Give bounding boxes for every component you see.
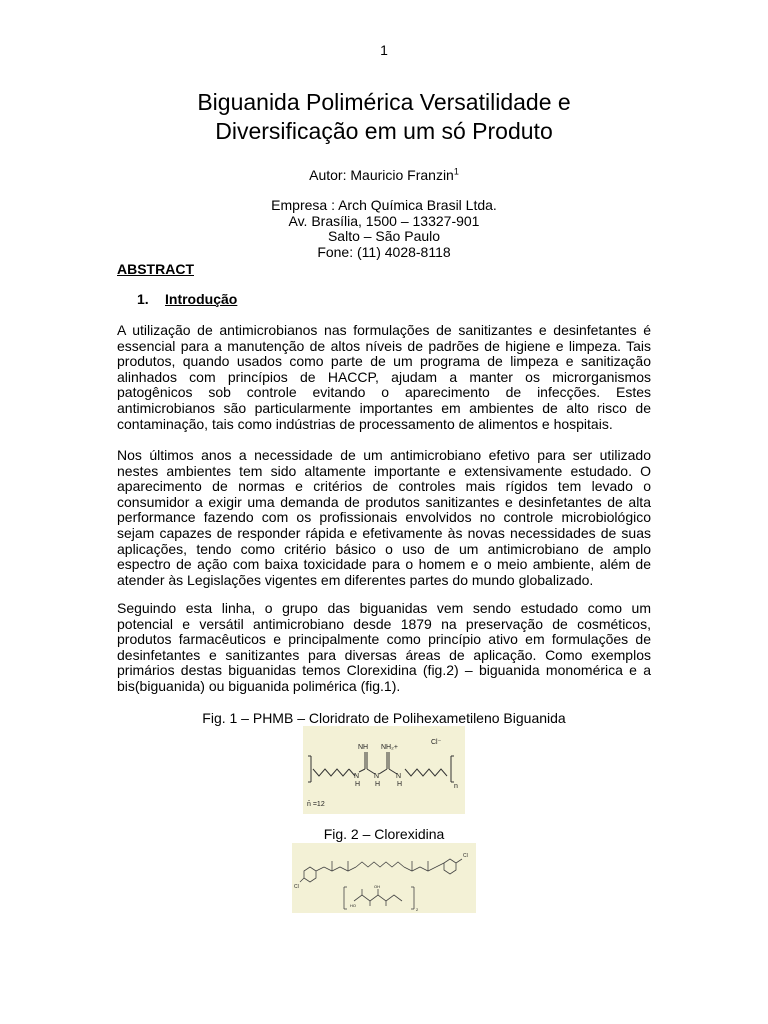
label-h-right: H (397, 781, 403, 788)
company-address: Av. Brasília, 1500 – 13327-901 (288, 212, 480, 229)
company-block (0, 198, 768, 260)
paragraph-line: bis(biguanida) ou biguanida polimérica (fig.1). (117, 677, 401, 694)
paragraph-line: patogênicos sob controle evitando o aparecimento de infecções. Estes (117, 384, 651, 401)
paper-title (117, 88, 651, 146)
author-label: Autor: Mauricio Franzin (309, 167, 454, 183)
paragraph-line: nestes ambientes tem sido altamente importante e extensivamente estudado. O (117, 462, 651, 479)
company-city: Salto – São Paulo (327, 228, 441, 245)
label-oh: OH (374, 884, 380, 889)
label-h-left: H (355, 781, 361, 788)
paragraph-line: antimicrobianos são particularmente importantes em ambientes de alto risco de (117, 399, 651, 416)
title-line-2: Diversificação em um só Produto (215, 118, 553, 144)
paragraph-line: produtos, quando usados como parte de um programa de limpeza e sanitização (117, 353, 651, 370)
chlorhexidine-structure-drawing (292, 843, 476, 913)
paragraph-line: desinfetantes e sanitizantes para diversas áreas de aplicação. Como exemplos (117, 646, 651, 663)
figure-2-chlorhexidine-structure (292, 843, 476, 913)
label-repeat-n: n (454, 783, 458, 790)
paragraph-line: potencial e versátil antimicrobiano desde 1879 na preservação de cosméticos, (117, 615, 651, 632)
company-phone: Fone: (11) 4028-8118 (317, 243, 451, 260)
page-number: 1 (380, 42, 388, 58)
paragraph-line: produtos farmacêuticos e principalmente como princípio ativo em formulações de (117, 631, 651, 648)
label-nh2: NH₂+ (381, 744, 398, 751)
author-line (0, 167, 768, 183)
label-repeat-2: 2 (416, 907, 419, 912)
section-heading-intro (137, 291, 237, 307)
figure-1-caption: Fig. 1 – PHMB – Cloridrato de Polihexametileno Biguanida (202, 710, 566, 726)
paragraph-line: Seguindo esta linha, o grupo das biguanidas vem sendo estudado como um (117, 600, 651, 616)
author-footnote-marker: 1 (453, 166, 459, 177)
paragraph-line: contaminação, tais como indústrias de processamento de alimentos e hospitais. (117, 415, 613, 432)
paragraph-2 (117, 448, 651, 588)
paragraph-3 (117, 601, 651, 695)
section-number: 1. (137, 291, 149, 307)
paragraph-1 (117, 323, 651, 432)
title-line-1: Biguanida Polimérica Versatilidade e (197, 89, 571, 115)
paragraph-line: alinhados com princípios de HACCP, ajudam a manter os microrganismos (117, 368, 651, 385)
paragraph-line: aparecimento de normas e critérios de controles mais rígidos tem levado o (117, 478, 651, 495)
paragraph-line: sejam capazes de responder rápida e efetivamente às novas necessidades de suas (117, 524, 651, 541)
label-cl: Cl⁻ (431, 739, 442, 746)
label-n-mid: N (374, 773, 380, 780)
label-n-left: N (354, 773, 360, 780)
paragraph-line: espectro de ação com baixa toxicidade para o homem e o meio ambiente, além de (117, 556, 651, 573)
label-ho: HO (350, 903, 356, 908)
figure-2-caption: Fig. 2 – Clorexidina (323, 826, 445, 842)
section-title: Introdução (165, 291, 238, 307)
phmb-structure-drawing (303, 726, 465, 814)
paragraph-line: aplicações, tendo como critério básico o uso de um antimicrobiano de amplo (117, 540, 651, 557)
abstract-heading: ABSTRACT (117, 261, 194, 277)
paragraph-line: Nos últimos anos a necessidade de um antimicrobiano efetivo para ser utilizado (117, 447, 651, 463)
paragraph-line: A utilização de antimicrobianos nas formulações de sanitizantes e desinfetantes é (117, 322, 651, 338)
paragraph-line: essencial para a manutenção de altos níveis de padrões de higiene e limpeza. Tais (117, 337, 651, 354)
label-cl-left: Cl (294, 884, 299, 890)
paragraph-line: consumidor a exigir uma demanda de produtos sanitizantes e desinfetantes de alta (117, 493, 651, 510)
label-n-value: n̄ =12 (307, 801, 325, 808)
figure-1-phmb-structure (303, 726, 465, 814)
label-nh: NH (358, 744, 369, 751)
label-h-mid: H (375, 781, 381, 788)
paragraph-line: performance fazendo com os profissionais envolvidos no controle microbiológico (117, 509, 651, 526)
label-cl-right: Cl (463, 853, 468, 859)
company-name: Empresa : Arch Química Brasil Ltda. (271, 197, 497, 213)
paragraph-line: primários destas biguanidas temos Clorexidina (fig.2) – biguanida monomérica e a (117, 662, 651, 679)
paragraph-line: atender às Legislações vigentes em diferentes partes do mundo globalizado. (117, 571, 594, 588)
label-n-right: N (396, 773, 402, 780)
